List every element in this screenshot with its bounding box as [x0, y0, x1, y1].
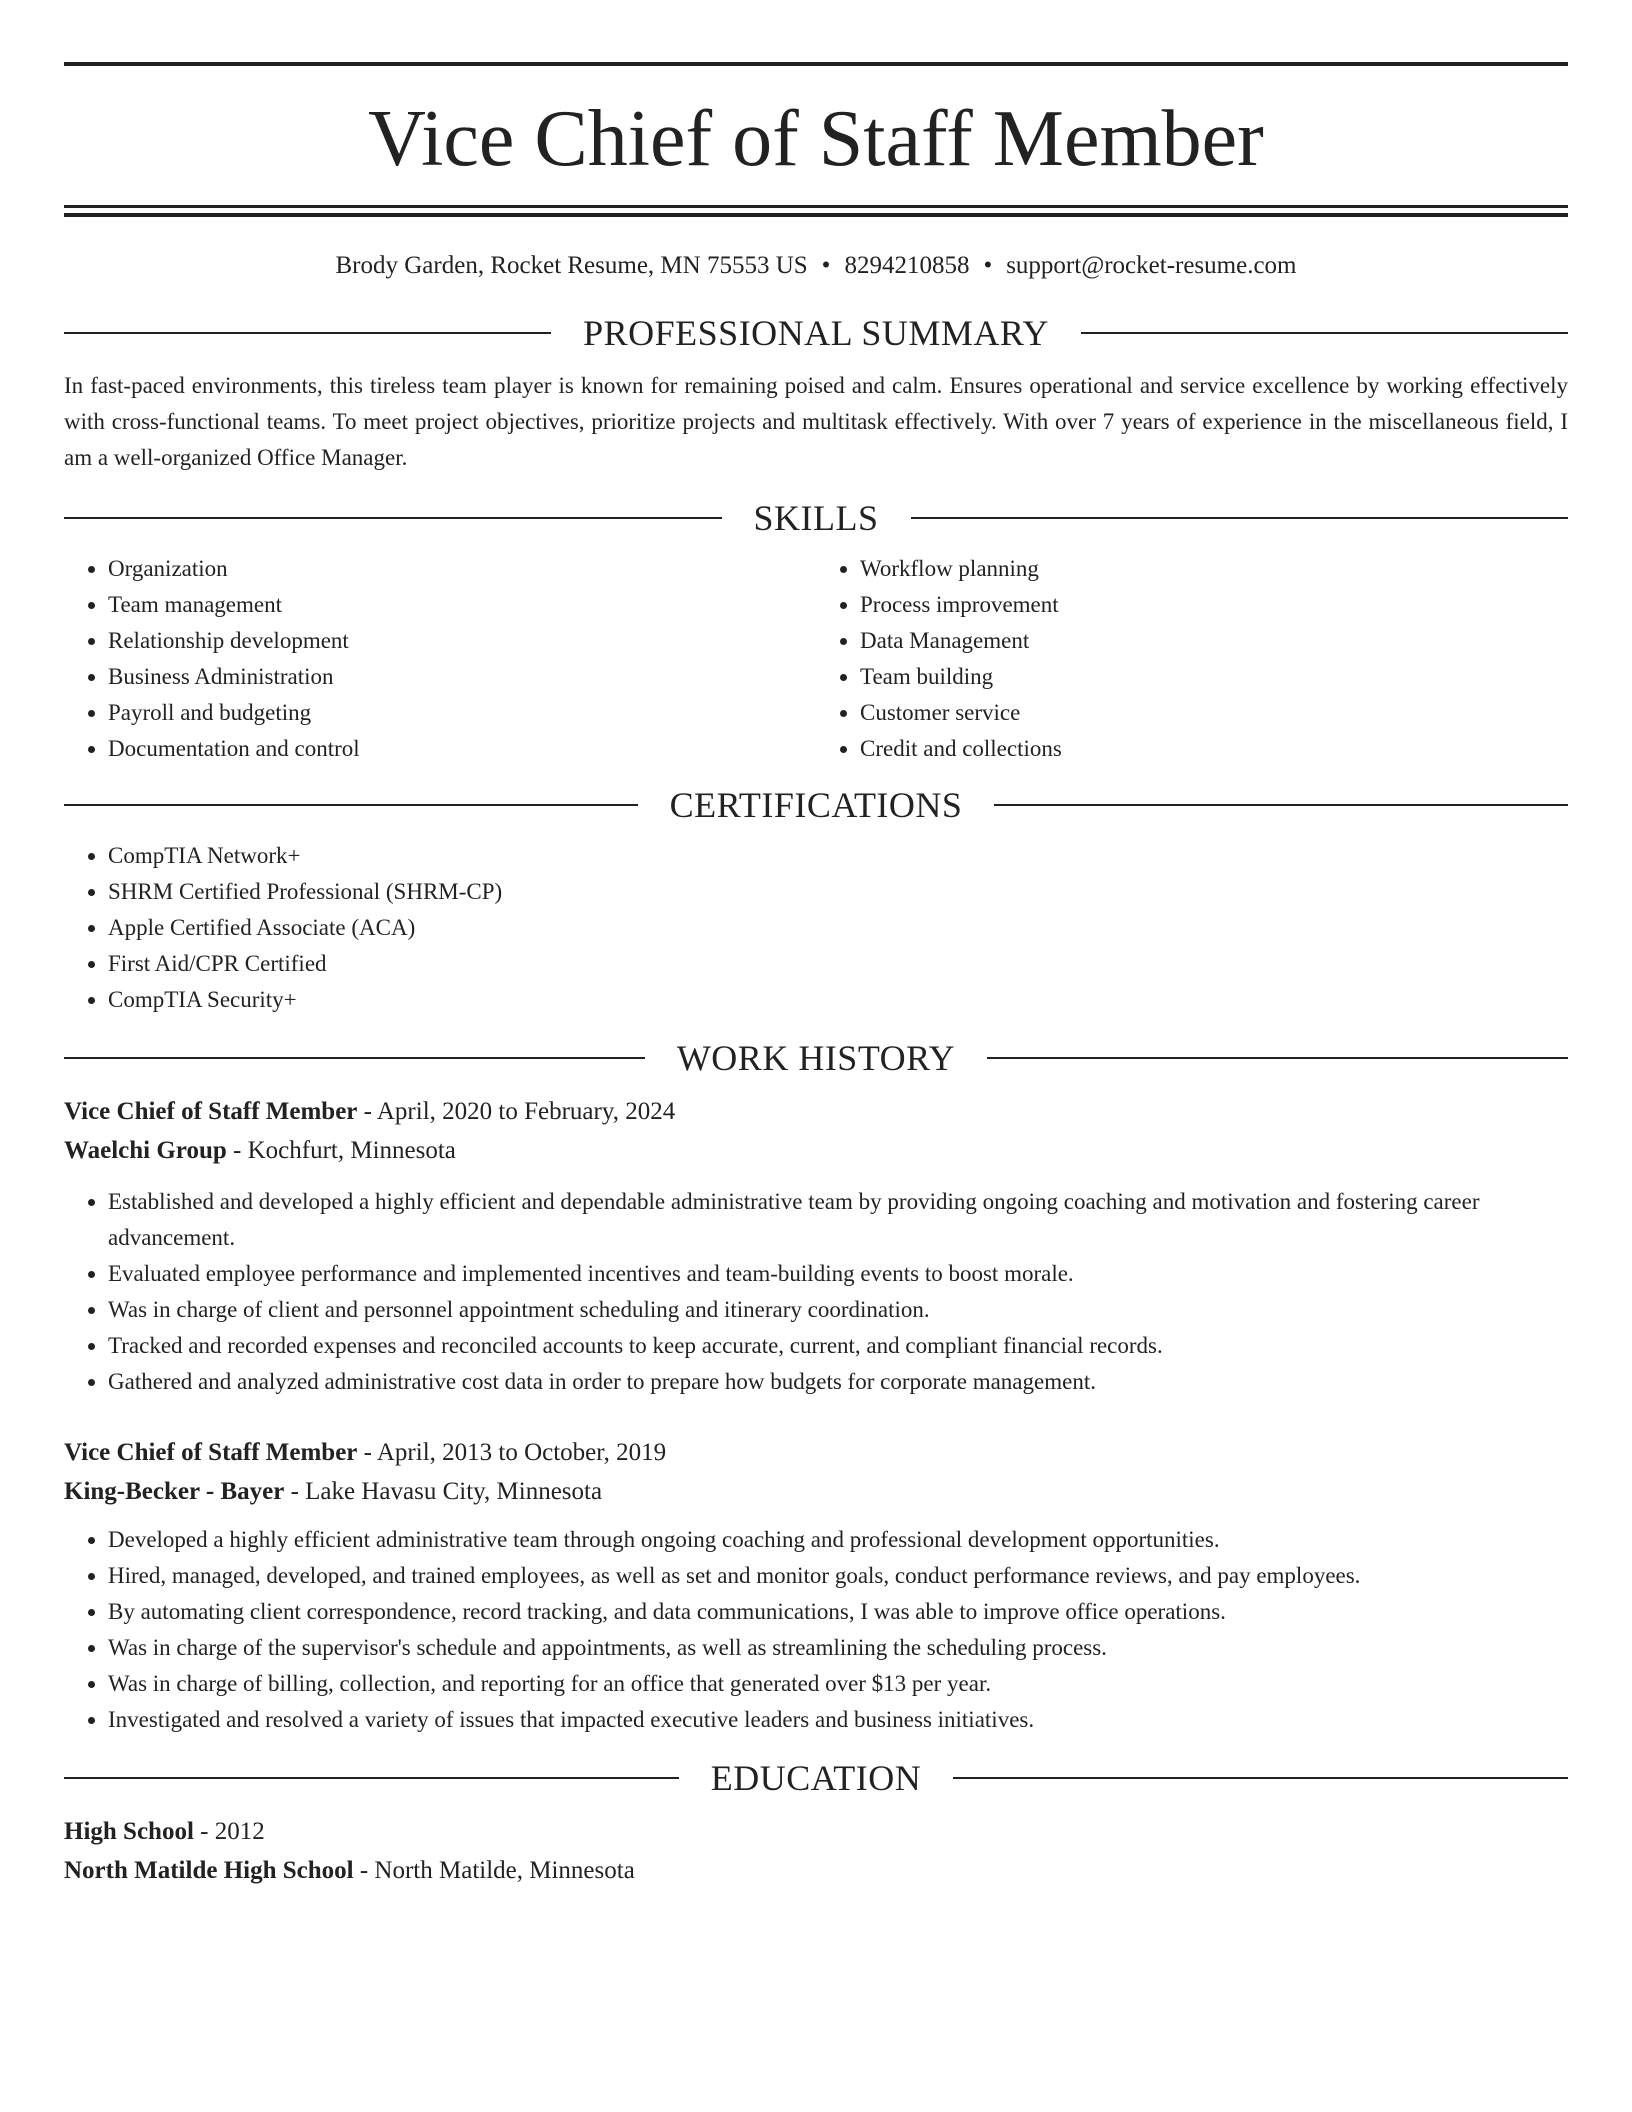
education-location: - North Matilde, Minnesota — [353, 1857, 635, 1884]
education-school-line — [64, 1851, 1568, 1890]
section-rule-right — [994, 804, 1568, 806]
section-rule-left — [64, 1057, 645, 1059]
section-header-certifications — [64, 787, 1568, 823]
contact-separator: • — [983, 252, 993, 279]
skill-item: • Documentation and control — [108, 731, 816, 767]
certification-item: • Apple Certified Associate (ACA) — [108, 910, 1568, 946]
job-company-line — [64, 1131, 1568, 1170]
job-bullet: • Tracked and recorded expenses and reconciled accounts to keep accurate, current, and compliant financial records. — [108, 1328, 1568, 1364]
job-bullet: • Developed a highly efficient administrative team through ongoing coaching and professional development opportunities. — [108, 1522, 1568, 1558]
section-title-work: WORK HISTORY — [676, 1038, 956, 1078]
job-location: - Kochfurt, Minnesota — [226, 1137, 456, 1164]
section-rule-left — [64, 332, 551, 334]
section-rule-right — [911, 517, 1569, 519]
skill-item: • Data Management — [860, 623, 1568, 659]
contact-phone: 8294210858 — [844, 252, 970, 279]
header-double-rule — [64, 205, 1568, 217]
summary-text: In fast-paced environments, this tireless team player is known for remaining poised and calm. Ensures operational and service excellence by working effectively with cross-functional teams. To meet project objectives, prioritize projects and multitask effectively. With over 7 years of experience in the miscellaneous field, I am a well-organized Office Manager. — [64, 373, 1568, 470]
skill-item: • Team building — [860, 659, 1568, 695]
job-bullet: • Investigated and resolved a variety of issues that impacted executive leaders and business initiatives. — [108, 1702, 1568, 1738]
contact-email: support@rocket-resume.com — [1006, 252, 1297, 279]
skill-item: • Relationship development — [108, 623, 816, 659]
skills-columns — [64, 551, 1568, 767]
job-entry — [64, 1433, 1568, 1738]
education-entry — [64, 1812, 1568, 1890]
section-rule-right — [953, 1777, 1568, 1779]
skill-item: • Credit and collections — [860, 731, 1568, 767]
skills-list-right — [816, 551, 1568, 767]
header-top-rule — [64, 62, 1568, 66]
skill-item: • Workflow planning — [860, 551, 1568, 587]
skill-item: • Business Administration — [108, 659, 816, 695]
job-bullet: • Hired, managed, developed, and trained employees, as well as set and monitor goals, conduct performance reviews, and pay employees. — [108, 1558, 1568, 1594]
job-bullet: • By automating client correspondence, record tracking, and data communications, I was able to improve office operations. — [108, 1594, 1568, 1630]
job-company: Waelchi Group — [64, 1137, 227, 1164]
certification-item: • SHRM Certified Professional (SHRM-CP) — [108, 874, 1568, 910]
contact-separator: • — [821, 252, 831, 279]
section-header-work — [64, 1040, 1568, 1076]
section-title-education: EDUCATION — [710, 1758, 922, 1798]
job-bullet: • Gathered and analyzed administrative cost data in order to prepare how budgets for corporate management. — [108, 1364, 1568, 1400]
job-entry — [64, 1092, 1568, 1400]
section-header-summary — [64, 315, 1568, 351]
job-title-line — [64, 1433, 1568, 1472]
job-bullet: • Was in charge of client and personnel appointment scheduling and itinerary coordination. — [108, 1292, 1568, 1328]
education-year: - 2012 — [193, 1818, 265, 1845]
skill-item: • Team management — [108, 587, 816, 623]
education-school: North Matilde High School — [64, 1857, 354, 1884]
education-degree-line — [64, 1812, 1568, 1851]
job-bullet: • Established and developed a highly efficient and dependable administrative team by providing ongoing coaching and motivation and fostering career advancement. — [108, 1184, 1568, 1256]
job-bullet: • Was in charge of billing, collection, and reporting for an office that generated over $13 per year. — [108, 1666, 1568, 1702]
candidate-name: Vice Chief of Staff Member — [368, 95, 1264, 183]
skill-item: • Payroll and budgeting — [108, 695, 816, 731]
job-bullet: • Evaluated employee performance and implemented incentives and team-building events to boost morale. — [108, 1256, 1568, 1292]
section-rule-left — [64, 804, 638, 806]
skill-item: • Organization — [108, 551, 816, 587]
skill-item: • Process improvement — [860, 587, 1568, 623]
section-rule-left — [64, 517, 722, 519]
contact-line — [64, 251, 1568, 281]
education-degree: High School — [64, 1818, 194, 1845]
certification-item: • CompTIA Network+ — [108, 838, 1568, 874]
certification-item: • CompTIA Security+ — [108, 982, 1568, 1018]
job-bullets — [64, 1184, 1568, 1400]
certification-item: • First Aid/CPR Certified — [108, 946, 1568, 982]
section-title-summary: PROFESSIONAL SUMMARY — [583, 313, 1049, 353]
resume-page — [64, 62, 1568, 1890]
job-dates: - April, 2020 to February, 2024 — [357, 1098, 676, 1125]
job-bullets — [64, 1522, 1568, 1738]
contact-address: Brody Garden, Rocket Resume, MN 75553 US — [335, 252, 808, 279]
skill-item: • Customer service — [860, 695, 1568, 731]
certifications-list — [64, 838, 1568, 1018]
section-rule-left — [64, 1777, 679, 1779]
job-title-line — [64, 1092, 1568, 1131]
skills-list-left — [64, 551, 816, 767]
section-rule-right — [987, 1057, 1568, 1059]
section-title-skills: SKILLS — [753, 498, 879, 538]
job-company: King-Becker - Bayer — [64, 1478, 285, 1505]
job-role: Vice Chief of Staff Member — [64, 1439, 358, 1466]
job-bullet: • Was in charge of the supervisor's schedule and appointments, as well as streamlining the scheduling process. — [108, 1630, 1568, 1666]
section-header-education — [64, 1760, 1568, 1796]
section-rule-right — [1081, 332, 1568, 334]
section-header-skills — [64, 500, 1568, 536]
job-company-line — [64, 1472, 1568, 1511]
job-role: Vice Chief of Staff Member — [64, 1098, 358, 1125]
job-location: - Lake Havasu City, Minnesota — [284, 1478, 603, 1505]
section-title-certifications: CERTIFICATIONS — [669, 785, 963, 825]
job-dates: - April, 2013 to October, 2019 — [357, 1439, 667, 1466]
